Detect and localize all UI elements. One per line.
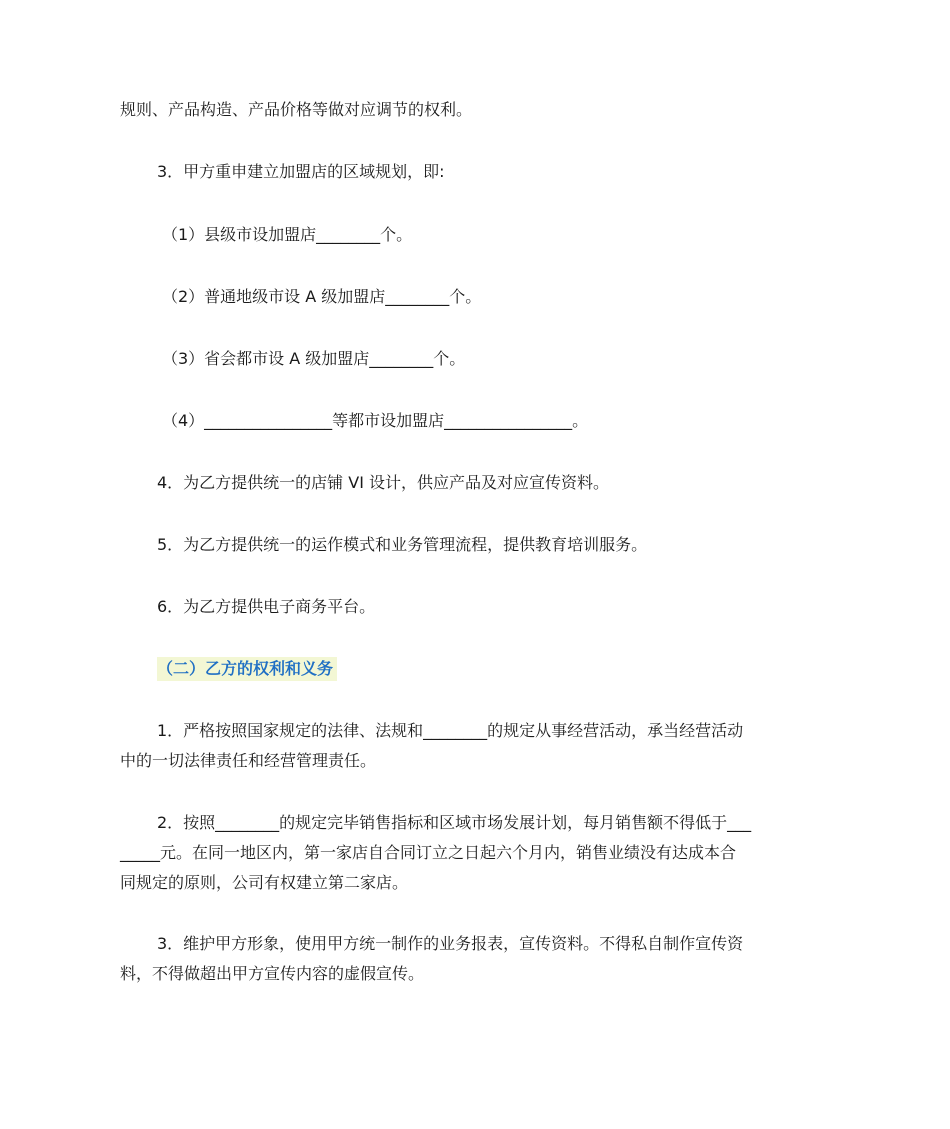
section-heading: （二）乙方的权利和义务 bbox=[157, 657, 337, 681]
text-line-5: （3）省会都市设 A 级加盟店________个。 bbox=[162, 349, 466, 368]
text-line-1: 规则、产品构造、产品价格等做对应调节的权利。 bbox=[120, 100, 473, 119]
para2-line-3: 同规定的原则，公司有权建立第二家店。 bbox=[120, 873, 409, 892]
para3-line-2: 料，不得做超出甲方宣传内容的虚假宣传。 bbox=[120, 964, 425, 983]
text-line-9: 6．为乙方提供电子商务平台。 bbox=[157, 597, 376, 616]
text-line-3: （1）县级市设加盟店________个。 bbox=[162, 225, 413, 244]
para1-line-2: 中的一切法律责任和经营管理责任。 bbox=[120, 751, 377, 770]
para2-line-1: 2．按照________的规定完毕销售指标和区域市场发展计划，每月销售额不得低于___ bbox=[157, 813, 752, 832]
text-line-7: 4．为乙方提供统一的店铺 VI 设计，供应产品及对应宣传资料。 bbox=[157, 473, 610, 492]
para1-line-1: 1．严格按照国家规定的法律、法规和________的规定从事经营活动，承当经营活动 bbox=[157, 721, 744, 740]
text-line-6: （4）________________等都市设加盟店________________。 bbox=[162, 411, 589, 430]
para3-line-1: 3．维护甲方形象，使用甲方统一制作的业务报表，宣传资料。不得私自制作宣传资 bbox=[157, 934, 744, 953]
para2-line-2: _____元。在同一地区内，第一家店自合同订立之日起六个月内，销售业绩没有达成本合 bbox=[120, 843, 737, 862]
text-line-8: 5．为乙方提供统一的运作模式和业务管理流程，提供教育培训服务。 bbox=[157, 535, 648, 554]
text-line-2: 3．甲方重申建立加盟店的区域规划，即: bbox=[157, 162, 445, 181]
text-line-4: （2）普通地级市设 A 级加盟店________个。 bbox=[162, 287, 482, 306]
